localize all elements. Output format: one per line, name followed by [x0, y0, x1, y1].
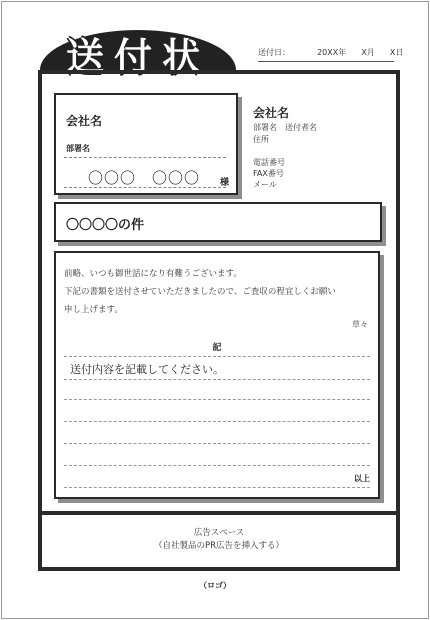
body-greeting: 前略、いつも御世話になり有難うございます。 — [64, 269, 242, 279]
document-title: 送付状 — [65, 35, 210, 79]
sender-dept-name: 部署名 送付者名 — [253, 123, 317, 132]
body-box — [54, 251, 380, 499]
subject-text: 〇〇〇〇の件 — [66, 218, 145, 233]
recipient-honorific: 様 — [220, 178, 230, 188]
sender-email: メール — [253, 180, 277, 189]
date-day: X日 — [389, 48, 404, 57]
sender-fax: FAX番号 — [253, 169, 284, 178]
ruled-line — [64, 399, 370, 400]
ruled-line — [64, 465, 370, 466]
recipient-department: 部署名 — [66, 144, 90, 153]
ruled-line — [64, 356, 370, 357]
ruled-line — [64, 443, 370, 444]
content-text: 送付内容を記載してください。 — [70, 363, 224, 376]
date-year: 20XX年 — [317, 48, 347, 57]
body-line: 下記の書類を送付させていただきましたので、ご査収の程宜しくお願い — [64, 287, 336, 297]
date-month: X月 — [361, 48, 375, 57]
body-line: 申し上げます。 — [64, 305, 123, 315]
recipient-line — [64, 157, 226, 158]
logo-placeholder: （ロゴ） — [199, 581, 231, 590]
ruled-line — [64, 421, 370, 422]
send-date — [258, 47, 403, 58]
sender-phone: 電話番号 — [253, 158, 285, 167]
subject-box — [54, 202, 382, 242]
date-underline — [258, 61, 394, 62]
sender-address: 住所 — [253, 135, 269, 144]
ruled-line — [64, 487, 370, 488]
recipient-company: 会社名 — [66, 114, 103, 128]
date-label: 送付日： — [258, 48, 290, 57]
ad-description: （自社製品のPR広告を挿入する） — [153, 541, 285, 551]
recipient-box — [54, 93, 238, 195]
ruled-line — [64, 379, 370, 380]
sender-company: 会社名 — [253, 106, 290, 120]
recipient-name: 〇〇〇 〇〇〇 — [88, 169, 201, 187]
ad-title: 広告スペース — [193, 528, 245, 538]
body-closing: 草々 — [352, 320, 368, 329]
body-ki: 記 — [212, 343, 222, 353]
body-ijo: 以上 — [354, 474, 370, 483]
recipient-line — [64, 187, 226, 188]
ad-space — [38, 511, 400, 571]
